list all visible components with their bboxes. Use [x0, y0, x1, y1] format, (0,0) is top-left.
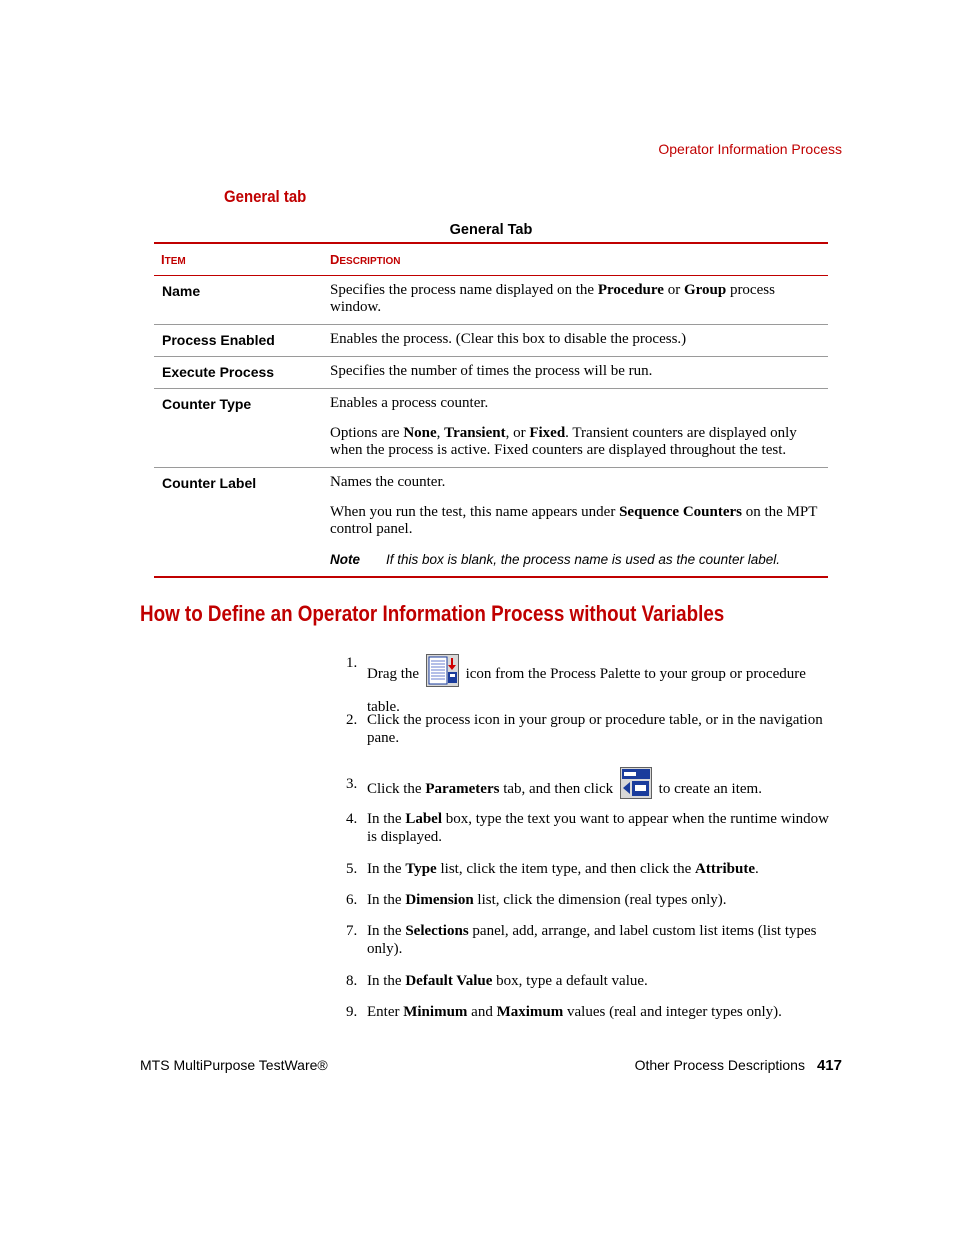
- row-item: Counter Type: [162, 396, 252, 412]
- table-row: [154, 357, 828, 389]
- list-item: 7. In the Selections panel, add, arrange, and label custom list items (list types only).: [346, 923, 817, 957]
- table-row: [154, 468, 828, 576]
- list-item: 4. In the Label box, type the text you want to appear when the runtime window is displayed.: [346, 811, 830, 845]
- row-item: Execute Process: [162, 364, 275, 380]
- list-item: 5. In the Type list, click the item type, and then click the Attribute.: [346, 861, 759, 877]
- column-header-description: DESCRIPTION: [330, 252, 401, 267]
- row-item: Counter Label: [162, 475, 257, 491]
- list-item: 2. Click the process icon in your group or procedure table, or in the navigation pane.: [346, 712, 823, 746]
- note-label: Note: [330, 552, 360, 567]
- section-heading: General tab: [224, 187, 307, 206]
- note: [330, 551, 828, 568]
- table-row: [154, 276, 828, 325]
- add-item-icon[interactable]: [620, 767, 652, 812]
- row-description: Enables the process. (Clear this box to disable the process.): [330, 331, 687, 347]
- operator-info-process-icon: [426, 654, 459, 695]
- column-header-item: ITEM: [161, 252, 186, 267]
- row-item: Name: [162, 283, 201, 299]
- row-item: Process Enabled: [162, 332, 275, 348]
- list-item: 9. Enter Minimum and Maximum values (real and integer types only).: [346, 1004, 782, 1020]
- table-row: [154, 389, 828, 468]
- row-description: Names the counter. When you run the test, this name appears under Sequence Counters on the MPT control panel. Note If this box is blank, the process name is used as the counter label.: [330, 468, 828, 576]
- footer-chapter: [635, 1057, 842, 1074]
- row-description: Specifies the number of times the process will be run.: [330, 363, 653, 379]
- row-description: Enables a process counter. Options are None, Transient, or Fixed. Transient counters are displayed only when the process is active. Fixed counters are displayed throughout the test.: [330, 395, 797, 458]
- row-description: Specifies the process name displayed on the Procedure or Group process window.: [330, 282, 775, 315]
- table-row: [154, 325, 828, 357]
- note-text: If this box is blank, the process name is used as the counter label.: [386, 552, 780, 567]
- general-tab-table: [154, 242, 828, 578]
- page-number: 417: [816, 1057, 842, 1074]
- list-item: 1. Drag the icon from the Process Palette to your group or procedure table.: [346, 655, 806, 715]
- table-caption: General Tab: [449, 222, 533, 238]
- procedure-heading: How to Define an Operator Information Process without Variables: [140, 601, 725, 626]
- footer-product: MTS MultiPurpose TestWare®: [140, 1057, 328, 1073]
- footer-chapter-title: Other Process Descriptions: [634, 1057, 805, 1073]
- list-item: 8. In the Default Value box, type a default value.: [346, 973, 648, 989]
- list-item: 3. Click the Parameters tab, and then click to create an item.: [346, 767, 842, 812]
- list-item: 6. In the Dimension list, click the dimension (real types only).: [346, 892, 727, 908]
- table-header: [154, 244, 828, 276]
- running-header: Operator Information Process: [658, 141, 842, 157]
